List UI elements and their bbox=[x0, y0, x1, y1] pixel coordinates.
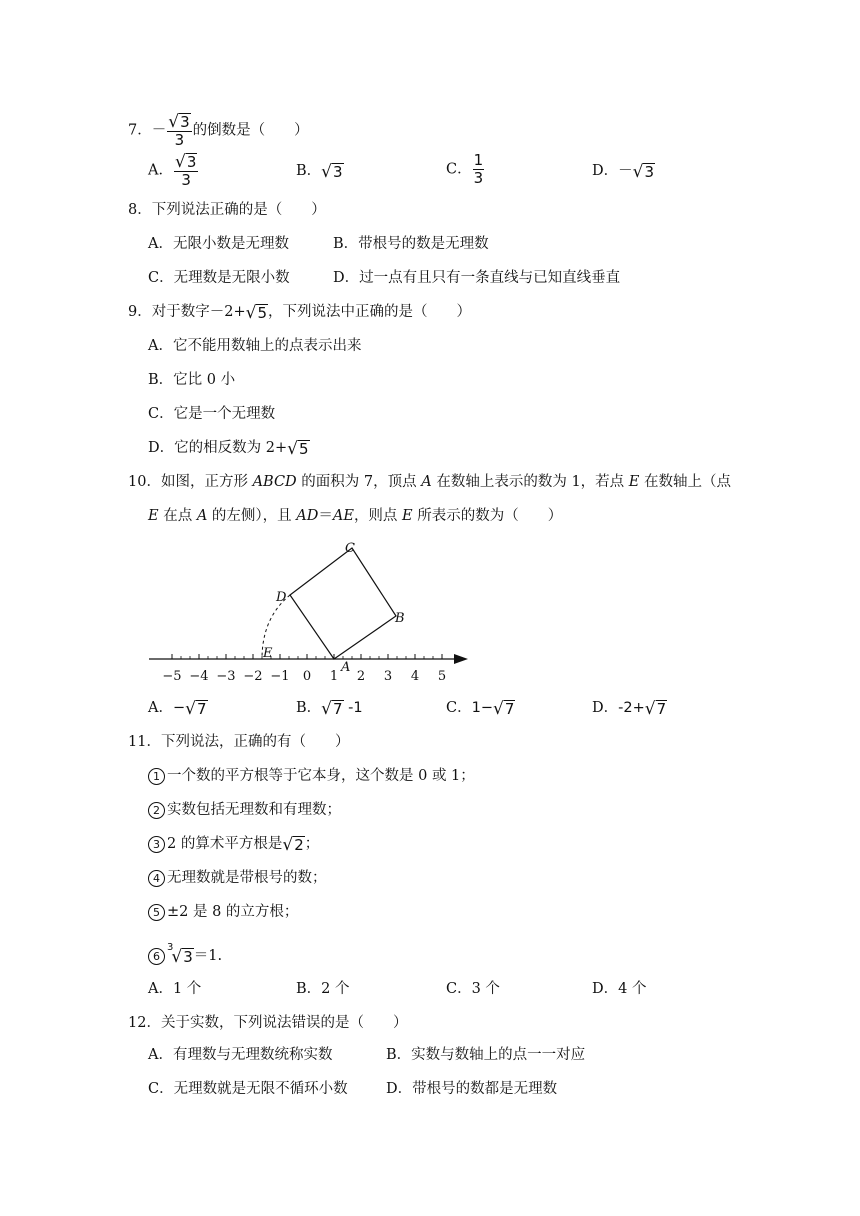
q10-figure bbox=[146, 536, 476, 686]
label-point-b: B bbox=[395, 611, 405, 626]
circled-number-3: 3 bbox=[148, 836, 165, 853]
q12-option-a[interactable]: A．有理数与无理数统称实数 bbox=[148, 1047, 333, 1063]
q12-stem: 12．关于实数，下列说法错误的是（ ） bbox=[128, 1015, 408, 1031]
q10-option-c[interactable]: C．1− √ 7 bbox=[446, 698, 515, 719]
q11-statement-4: 4 无理数就是带根号的数； bbox=[148, 868, 327, 888]
q7-stem: 7．－ √ 3 3 的倒数是（ ） bbox=[128, 112, 309, 149]
q7-option-d[interactable]: D．－ √ 3 bbox=[592, 161, 655, 182]
q11-statement-5: 5 ±2 是 8 的立方根； bbox=[148, 902, 298, 922]
q10-option-a[interactable]: A．− √ 7 bbox=[148, 698, 207, 719]
tick-label: −4 bbox=[189, 669, 209, 684]
q10-option-d[interactable]: D．-2+ √ 7 bbox=[592, 698, 667, 719]
number-line-arrow bbox=[454, 654, 468, 664]
tick-label: 4 bbox=[410, 669, 420, 684]
tick-label: 0 bbox=[302, 669, 312, 684]
q7-number: 7． bbox=[128, 122, 152, 139]
q11-option-d[interactable]: D．4 个 bbox=[592, 981, 647, 997]
q8-option-c[interactable]: C．无理数是无限小数 bbox=[148, 270, 290, 286]
tick-label: 2 bbox=[356, 669, 366, 684]
q11-stem: 11．下列说法，正确的有（ ） bbox=[128, 734, 350, 750]
q12-option-b[interactable]: B．实数与数轴上的点一一对应 bbox=[386, 1047, 586, 1063]
q11-option-c[interactable]: C．3 个 bbox=[446, 981, 500, 997]
tick-label: 3 bbox=[383, 669, 393, 684]
circled-number-2: 2 bbox=[148, 802, 165, 819]
q11-option-a[interactable]: A．1 个 bbox=[148, 981, 202, 997]
tick-label: −1 bbox=[270, 669, 290, 684]
circled-number-5: 5 bbox=[148, 904, 165, 921]
q9-stem: 9．对于数字－2+ √ 5 ，下列说法中正确的是（ ） bbox=[128, 302, 471, 323]
q7-option-b[interactable]: B． √ 3 bbox=[296, 161, 343, 182]
label-point-a: A bbox=[341, 660, 351, 675]
q7-option-a[interactable]: A． √ 3 3 bbox=[148, 152, 197, 189]
q8-option-d[interactable]: D．过一点有且只有一条直线与已知直线垂直 bbox=[333, 270, 621, 286]
tick-label: 5 bbox=[437, 669, 447, 684]
q11-statement-2: 2 实数包括无理数和有理数； bbox=[148, 800, 341, 820]
circled-number-4: 4 bbox=[148, 870, 165, 887]
q9-option-a[interactable]: A．它不能用数轴上的点表示出来 bbox=[148, 338, 362, 354]
q11-statement-1: 1 一个数的平方根等于它本身，这个数是 0 或 1； bbox=[148, 766, 475, 786]
q10-stem-line2: E 在点 A 的左侧），且 AD＝AE，则点 E 所表示的数为（ ） bbox=[148, 508, 563, 524]
square-abcd bbox=[290, 548, 396, 659]
q8-stem: 8．下列说法正确的是（ ） bbox=[128, 202, 326, 218]
label-point-c: C bbox=[345, 541, 355, 556]
tick-label: 1 bbox=[329, 669, 339, 684]
q7-fraction: √ 3 3 bbox=[168, 112, 190, 149]
q9-option-c[interactable]: C．它是一个无理数 bbox=[148, 406, 276, 422]
q10-stem-line1: 10．如图，正方形 ABCD 的面积为 7，顶点 A 在数轴上表示的数为 1，若点 E 在数轴上（点 bbox=[128, 474, 731, 490]
q7-option-c[interactable]: C． $\frac{1}{3}$ bbox=[446, 151, 484, 187]
q9-option-d[interactable]: D．它的相反数为 2+ √ 5 bbox=[148, 438, 309, 459]
q8-option-a[interactable]: A．无限小数是无理数 bbox=[148, 236, 289, 252]
q11-option-b[interactable]: B．2 个 bbox=[296, 981, 350, 997]
q12-option-d[interactable]: D．带根号的数都是无理数 bbox=[386, 1081, 558, 1097]
label-point-d: D bbox=[276, 590, 287, 605]
number-line-tick-labels bbox=[162, 669, 446, 684]
q10-option-b[interactable]: B． √ 7 -1 bbox=[296, 698, 363, 719]
tick-label: −2 bbox=[243, 669, 263, 684]
q11-statement-3: 3 2 的算术平方根是 √ 2 ； bbox=[148, 834, 319, 854]
circled-number-6: 6 bbox=[148, 948, 165, 965]
q11-statement-6: $6^3$ √ 3 ＝1. bbox=[148, 938, 222, 966]
tick-label: −5 bbox=[162, 669, 182, 684]
number-line-ticks bbox=[172, 654, 442, 659]
circled-number-1: 1 bbox=[148, 768, 165, 785]
tick-label: −3 bbox=[216, 669, 236, 684]
q8-option-b[interactable]: B．带根号的数是无理数 bbox=[333, 236, 489, 252]
label-point-e: E bbox=[263, 646, 273, 661]
q12-option-c[interactable]: C．无理数就是无限不循环小数 bbox=[148, 1081, 348, 1097]
q9-option-b[interactable]: B．它比 0 小 bbox=[148, 372, 236, 388]
